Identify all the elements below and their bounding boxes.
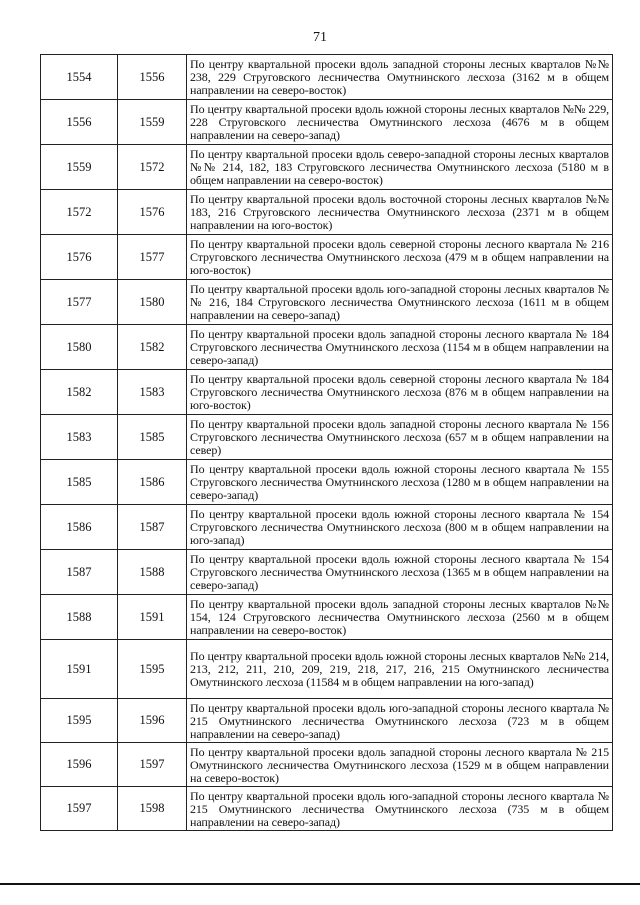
table-row [41,100,613,145]
point-to-cell: 1591 [118,595,187,640]
point-to-cell: 1586 [118,460,187,505]
point-to-cell: 1582 [118,325,187,370]
point-from-cell: 1559 [41,145,118,190]
point-from-cell: 1577 [41,280,118,325]
boundary-description-cell: По центру квартальной просеки вдоль южной стороны лесного квартала № 155 Струговского лесничества Омутнинского лесхоза (1280 м в общем направлении на северо-запад) [187,460,613,505]
point-to-cell: 1556 [118,55,187,100]
table-row [41,145,613,190]
point-to-cell: 1576 [118,190,187,235]
table-row [41,550,613,595]
point-from-cell: 1580 [41,325,118,370]
boundary-description-cell: По центру квартальной просеки вдоль юго-западной стороны лесного квартала № 215 Омутнинского лесничества Омутнинского лесхоза (735 м в общем направлении на северо-запад) [187,787,613,831]
point-from-cell: 1595 [41,699,118,743]
point-from-cell: 1554 [41,55,118,100]
boundary-description-cell: По центру квартальной просеки вдоль западной стороны лесного квартала № 215 Омутнинского лесничества Омутнинского лесхоза (1529 м в общем направлении на северо-восток) [187,743,613,787]
point-from-cell: 1585 [41,460,118,505]
point-from-cell: 1576 [41,235,118,280]
point-to-cell: 1559 [118,100,187,145]
boundary-description-cell: По центру квартальной просеки вдоль юго-западной стороны лесных кварталов №№ 216, 184 Струговского лесничества Омутнинского лесхоза (1611 м в общем направлении на северо-запад) [187,280,613,325]
point-to-cell: 1587 [118,505,187,550]
page-number: 71 [313,30,327,45]
point-to-cell: 1595 [118,640,187,699]
boundary-description-table [40,54,613,831]
table-row [41,743,613,787]
point-to-cell: 1588 [118,550,187,595]
point-to-cell: 1597 [118,743,187,787]
point-to-cell: 1580 [118,280,187,325]
point-from-cell: 1582 [41,370,118,415]
table-row [41,235,613,280]
boundary-description-cell: По центру квартальной просеки вдоль западной стороны лесного квартала № 156 Струговского лесничества Омутнинского лесхоза (657 м в общем направлении на север) [187,415,613,460]
boundary-description-cell: По центру квартальной просеки вдоль северной стороны лесного квартала № 216 Струговского лесничества Омутнинского лесхоза (479 м в общем направлении на юго-восток) [187,235,613,280]
point-to-cell: 1583 [118,370,187,415]
point-to-cell: 1577 [118,235,187,280]
table-row [41,699,613,743]
table-row [41,55,613,100]
table-row [41,787,613,831]
boundary-description-cell: По центру квартальной просеки вдоль северо-западной стороны лесных кварталов №№ 214, 182, 183 Струговского лесничества Омутнинского лесхоза (5180 м в общем направлении на северо-восток) [187,145,613,190]
table-row [41,460,613,505]
table-row [41,325,613,370]
table-row [41,280,613,325]
point-from-cell: 1572 [41,190,118,235]
point-from-cell: 1597 [41,787,118,831]
table-row [41,415,613,460]
point-from-cell: 1586 [41,505,118,550]
boundary-description-cell: По центру квартальной просеки вдоль восточной стороны лесных кварталов №№ 183, 216 Струговского лесничества Омутнинского лесхоза (2371 м в общем направлении на юго-восток) [187,190,613,235]
table-row [41,370,613,415]
boundary-description-cell: По центру квартальной просеки вдоль западной стороны лесных кварталов №№ 154, 124 Струговского лесничества Омутнинского лесхоза (2560 м в общем направлении на северо-восток) [187,595,613,640]
point-from-cell: 1587 [41,550,118,595]
boundary-description-cell: По центру квартальной просеки вдоль южной стороны лесных кварталов №№ 214, 213, 212, 211, 210, 209, 219, 218, 217, 216, 215 Омутнинского лесничества Омутнинского лесхоза (11584 м в общем направлении на юго-запад) [187,640,613,699]
table-body [41,55,613,831]
boundary-description-cell: По центру квартальной просеки вдоль южной стороны лесного квартала № 154 Струговского лесничества Омутнинского лесхоза (800 м в общем направлении на юго-запад) [187,505,613,550]
point-to-cell: 1585 [118,415,187,460]
boundary-description-cell: По центру квартальной просеки вдоль западной стороны лесного квартала № 184 Струговского лесничества Омутнинского лесхоза (1154 м в общем направлении на северо-запад) [187,325,613,370]
point-to-cell: 1598 [118,787,187,831]
point-from-cell: 1591 [41,640,118,699]
table-row [41,595,613,640]
point-from-cell: 1596 [41,743,118,787]
point-to-cell: 1596 [118,699,187,743]
table-row [41,190,613,235]
boundary-description-cell: По центру квартальной просеки вдоль южной стороны лесного квартала № 154 Струговского лесничества Омутнинского лесхоза (1365 м в общем направлении на северо-запад) [187,550,613,595]
boundary-description-cell: По центру квартальной просеки вдоль западной стороны лесных кварталов №№ 238, 229 Струговского лесничества Омутнинского лесхоза (3162 м в общем направлении на северо-восток) [187,55,613,100]
point-from-cell: 1556 [41,100,118,145]
table-row [41,640,613,699]
boundary-description-cell: По центру квартальной просеки вдоль юго-западной стороны лесного квартала № 215 Омутнинского лесничества Омутнинского лесхоза (723 м в общем направлении на северо-запад) [187,699,613,743]
boundary-description-cell: По центру квартальной просеки вдоль северной стороны лесного квартала № 184 Струговского лесничества Омутнинского лесхоза (876 м в общем направлении на юго-восток) [187,370,613,415]
point-from-cell: 1588 [41,595,118,640]
point-to-cell: 1572 [118,145,187,190]
table-row [41,505,613,550]
boundary-description-cell: По центру квартальной просеки вдоль южной стороны лесных кварталов №№ 229, 228 Струговского лесничества Омутнинского лесхоза (4676 м в общем направлении на северо-запад) [187,100,613,145]
point-from-cell: 1583 [41,415,118,460]
bottom-rule [0,883,640,885]
